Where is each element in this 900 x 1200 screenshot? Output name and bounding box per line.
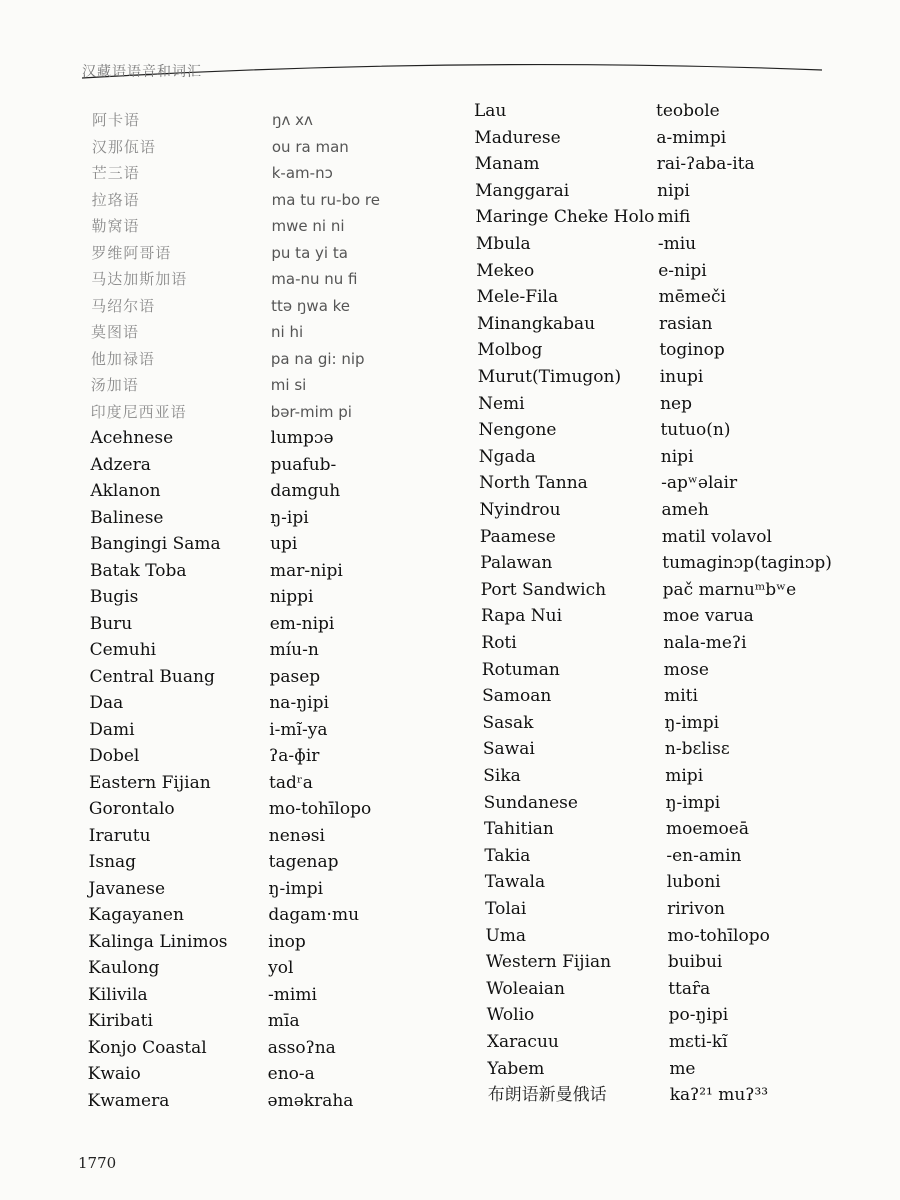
language-name: Madurese bbox=[474, 128, 561, 148]
word-form: ŋ-impi bbox=[665, 793, 721, 813]
word-form: matil volavol bbox=[661, 527, 772, 547]
language-name: Lau bbox=[474, 101, 507, 121]
language-name: Kwaio bbox=[87, 1064, 141, 1084]
language-name: Dobel bbox=[89, 746, 140, 766]
language-name: Adzera bbox=[90, 455, 151, 475]
word-form: tumaginɔp(taginɔp) bbox=[662, 553, 832, 573]
language-name: Central Buang bbox=[89, 667, 215, 687]
language-name: Murut(Timugon) bbox=[477, 367, 622, 387]
language-name: Bugis bbox=[89, 587, 139, 607]
word-form: ŋ-impi bbox=[268, 879, 324, 899]
language-name: Sasak bbox=[482, 713, 534, 733]
language-name: Daa bbox=[89, 693, 124, 713]
language-name: 马绍尔语 bbox=[91, 297, 156, 315]
language-name: 罗维阿哥语 bbox=[91, 244, 172, 262]
word-form: yol bbox=[268, 958, 294, 978]
word-form: ma-nu nu fi bbox=[271, 270, 358, 288]
word-form: -en-amin bbox=[666, 846, 742, 866]
language-name: Nemi bbox=[478, 394, 525, 414]
word-form: əməkraha bbox=[267, 1091, 354, 1111]
word-form: pa na gi: nip bbox=[270, 350, 365, 368]
language-name: 马达加斯加语 bbox=[91, 270, 188, 288]
language-name: Uma bbox=[485, 926, 527, 946]
word-form: mwe ni ni bbox=[271, 217, 345, 235]
language-name: Kwamera bbox=[87, 1091, 170, 1111]
language-name: Ngada bbox=[478, 447, 536, 467]
language-name: Gorontalo bbox=[88, 799, 175, 819]
word-form: assoʔna bbox=[267, 1038, 336, 1058]
word-form: pu ta yi ta bbox=[271, 244, 348, 262]
word-form: mose bbox=[663, 660, 709, 680]
language-name: 莫图语 bbox=[91, 323, 140, 341]
word-form: mar-nipi bbox=[269, 561, 343, 581]
language-name: Batak Toba bbox=[89, 561, 187, 581]
word-form: pasep bbox=[269, 667, 321, 687]
language-name: Aklanon bbox=[90, 481, 161, 501]
language-name: 汉那佤语 bbox=[91, 138, 156, 156]
language-name: Molbog bbox=[477, 340, 543, 360]
language-name: 拉珞语 bbox=[91, 191, 140, 209]
language-name: Manggarai bbox=[475, 181, 570, 201]
word-form: pač marnuᵐbʷe bbox=[662, 580, 797, 600]
language-name: 芒三语 bbox=[91, 164, 140, 182]
language-name: Balinese bbox=[90, 508, 164, 528]
word-form: mi si bbox=[270, 376, 307, 394]
word-form: puafub- bbox=[270, 455, 337, 475]
word-form: moemoeā bbox=[665, 819, 749, 839]
word-form: e-nipi bbox=[658, 261, 707, 281]
word-form: me bbox=[669, 1059, 696, 1079]
word-form: nipi bbox=[657, 181, 690, 201]
page-number: 1770 bbox=[78, 1154, 117, 1172]
word-form: ʔa-ɸir bbox=[269, 746, 320, 766]
word-form: teobole bbox=[656, 101, 720, 121]
word-form: tadʳa bbox=[269, 773, 313, 793]
word-form: toginop bbox=[659, 340, 725, 360]
language-name: Mbula bbox=[475, 234, 531, 254]
word-form: míu-n bbox=[269, 640, 319, 660]
word-form: kaʔ²¹ muʔ³³ bbox=[669, 1085, 769, 1105]
language-name: Maringe Cheke Holo bbox=[475, 207, 655, 227]
word-form: ni hi bbox=[271, 323, 304, 341]
word-form: na-ŋipi bbox=[269, 693, 329, 713]
language-name: 勒窝语 bbox=[91, 217, 140, 235]
word-form: nippi bbox=[269, 587, 314, 607]
word-form: ttaȓa bbox=[668, 979, 711, 999]
word-form: po-ŋipi bbox=[668, 1005, 729, 1025]
language-name: Mele-Fila bbox=[476, 287, 559, 307]
word-form: rasian bbox=[658, 314, 713, 334]
word-form: ŋ-ipi bbox=[270, 508, 309, 528]
language-name: Cemuhi bbox=[89, 640, 157, 660]
language-name: Mekeo bbox=[476, 261, 535, 281]
word-form: mo-tohīlopo bbox=[667, 926, 770, 946]
language-name: 阿卡语 bbox=[92, 111, 141, 129]
word-form: inop bbox=[268, 932, 306, 952]
word-form: moe varua bbox=[663, 606, 754, 626]
language-name: Western Fijian bbox=[485, 952, 612, 972]
word-form: -apʷəlair bbox=[661, 473, 738, 493]
word-form: ameh bbox=[661, 500, 709, 520]
language-name: Xaracuu bbox=[486, 1032, 559, 1052]
language-name: Sawai bbox=[482, 739, 535, 759]
word-form: bər-mim pi bbox=[270, 403, 352, 421]
language-name: Woleaian bbox=[486, 979, 565, 999]
language-name: Tolai bbox=[485, 899, 527, 919]
word-form: inupi bbox=[659, 367, 704, 387]
language-name: 汤加语 bbox=[90, 376, 139, 394]
word-form: tutuo(n) bbox=[660, 420, 731, 440]
language-name: Kagayanen bbox=[88, 905, 184, 925]
word-form: eno-a bbox=[267, 1064, 315, 1084]
language-name: Konjo Coastal bbox=[87, 1038, 207, 1058]
language-name: 他加禄语 bbox=[90, 350, 155, 368]
word-form: mīa bbox=[267, 1011, 300, 1031]
language-name: Sundanese bbox=[483, 793, 578, 813]
word-form: nep bbox=[660, 394, 692, 414]
language-name: Rapa Nui bbox=[481, 606, 563, 626]
word-form: mifi bbox=[657, 207, 691, 227]
language-name: Eastern Fijian bbox=[89, 773, 211, 793]
language-name: Bangingi Sama bbox=[90, 534, 221, 554]
language-name: Minangkabau bbox=[476, 314, 596, 334]
language-name: Palawan bbox=[480, 553, 553, 573]
language-name: 印度尼西亚语 bbox=[90, 403, 187, 421]
language-name: Javanese bbox=[88, 879, 165, 899]
word-form: upi bbox=[270, 534, 298, 554]
word-form: ŋʌ xʌ bbox=[272, 111, 313, 129]
word-form: mipi bbox=[665, 766, 704, 786]
language-name: Sika bbox=[483, 766, 521, 786]
language-name: Buru bbox=[89, 614, 133, 634]
word-form: buibui bbox=[667, 952, 723, 972]
word-form: lumpɔə bbox=[270, 428, 334, 448]
language-name: Acehnese bbox=[90, 428, 174, 448]
language-name: Yabem bbox=[487, 1059, 545, 1079]
language-name: Tawala bbox=[484, 872, 546, 892]
language-name: Tahitian bbox=[483, 819, 554, 839]
language-name: Irarutu bbox=[88, 826, 151, 846]
word-form: nenəsi bbox=[268, 826, 325, 846]
language-name: Rotuman bbox=[481, 660, 560, 680]
language-name: Nyindrou bbox=[479, 500, 561, 520]
language-name: Wolio bbox=[486, 1005, 535, 1025]
language-name: Kilivila bbox=[88, 985, 148, 1005]
word-form: a-mimpi bbox=[656, 128, 727, 148]
language-name: Kalinga Linimos bbox=[88, 932, 228, 952]
language-name: Isnag bbox=[88, 852, 137, 872]
word-form: nala-meʔi bbox=[663, 633, 747, 653]
word-form: k-am-nɔ bbox=[271, 164, 333, 182]
language-name: Samoan bbox=[482, 686, 552, 706]
word-form: rai-ʔaba-ita bbox=[656, 154, 755, 174]
language-name: Port Sandwich bbox=[480, 580, 607, 600]
word-form: i-mĩ-ya bbox=[269, 720, 328, 740]
word-form: ma tu ru-bo re bbox=[271, 191, 380, 209]
word-form: miti bbox=[664, 686, 698, 706]
language-name: Roti bbox=[481, 633, 517, 653]
language-name: Kiribati bbox=[87, 1011, 153, 1031]
word-form: mo-tohīlopo bbox=[268, 799, 372, 819]
word-form: -mimi bbox=[268, 985, 317, 1005]
language-name: Kaulong bbox=[88, 958, 160, 978]
language-name: Nengone bbox=[478, 420, 557, 440]
word-form: n-bɛlisɛ bbox=[664, 739, 730, 759]
word-form: luboni bbox=[666, 872, 721, 892]
language-name: Manam bbox=[474, 154, 540, 174]
word-form: mɛti-kĩ bbox=[668, 1032, 728, 1052]
word-form: nipi bbox=[660, 447, 694, 467]
word-form: dagam·mu bbox=[268, 905, 360, 925]
word-form: em-nipi bbox=[269, 614, 335, 634]
running-title: 汉藏语语音和词汇 bbox=[82, 64, 202, 80]
language-name: 布朗语新曼俄话 bbox=[487, 1085, 607, 1105]
word-form: ŋ-impi bbox=[664, 713, 720, 733]
word-form: ttə ŋwa ke bbox=[271, 297, 351, 315]
language-name: Paamese bbox=[479, 527, 556, 547]
language-name: North Tanna bbox=[479, 473, 588, 493]
word-form: damguh bbox=[270, 481, 341, 501]
word-form: mēmeči bbox=[658, 287, 726, 307]
word-form: tagenap bbox=[268, 852, 339, 872]
word-form: -miu bbox=[657, 234, 697, 254]
word-form: ririvon bbox=[667, 899, 726, 919]
word-form: ou ra man bbox=[271, 138, 349, 156]
language-name: Takia bbox=[484, 846, 531, 866]
language-name: Dami bbox=[89, 720, 135, 740]
